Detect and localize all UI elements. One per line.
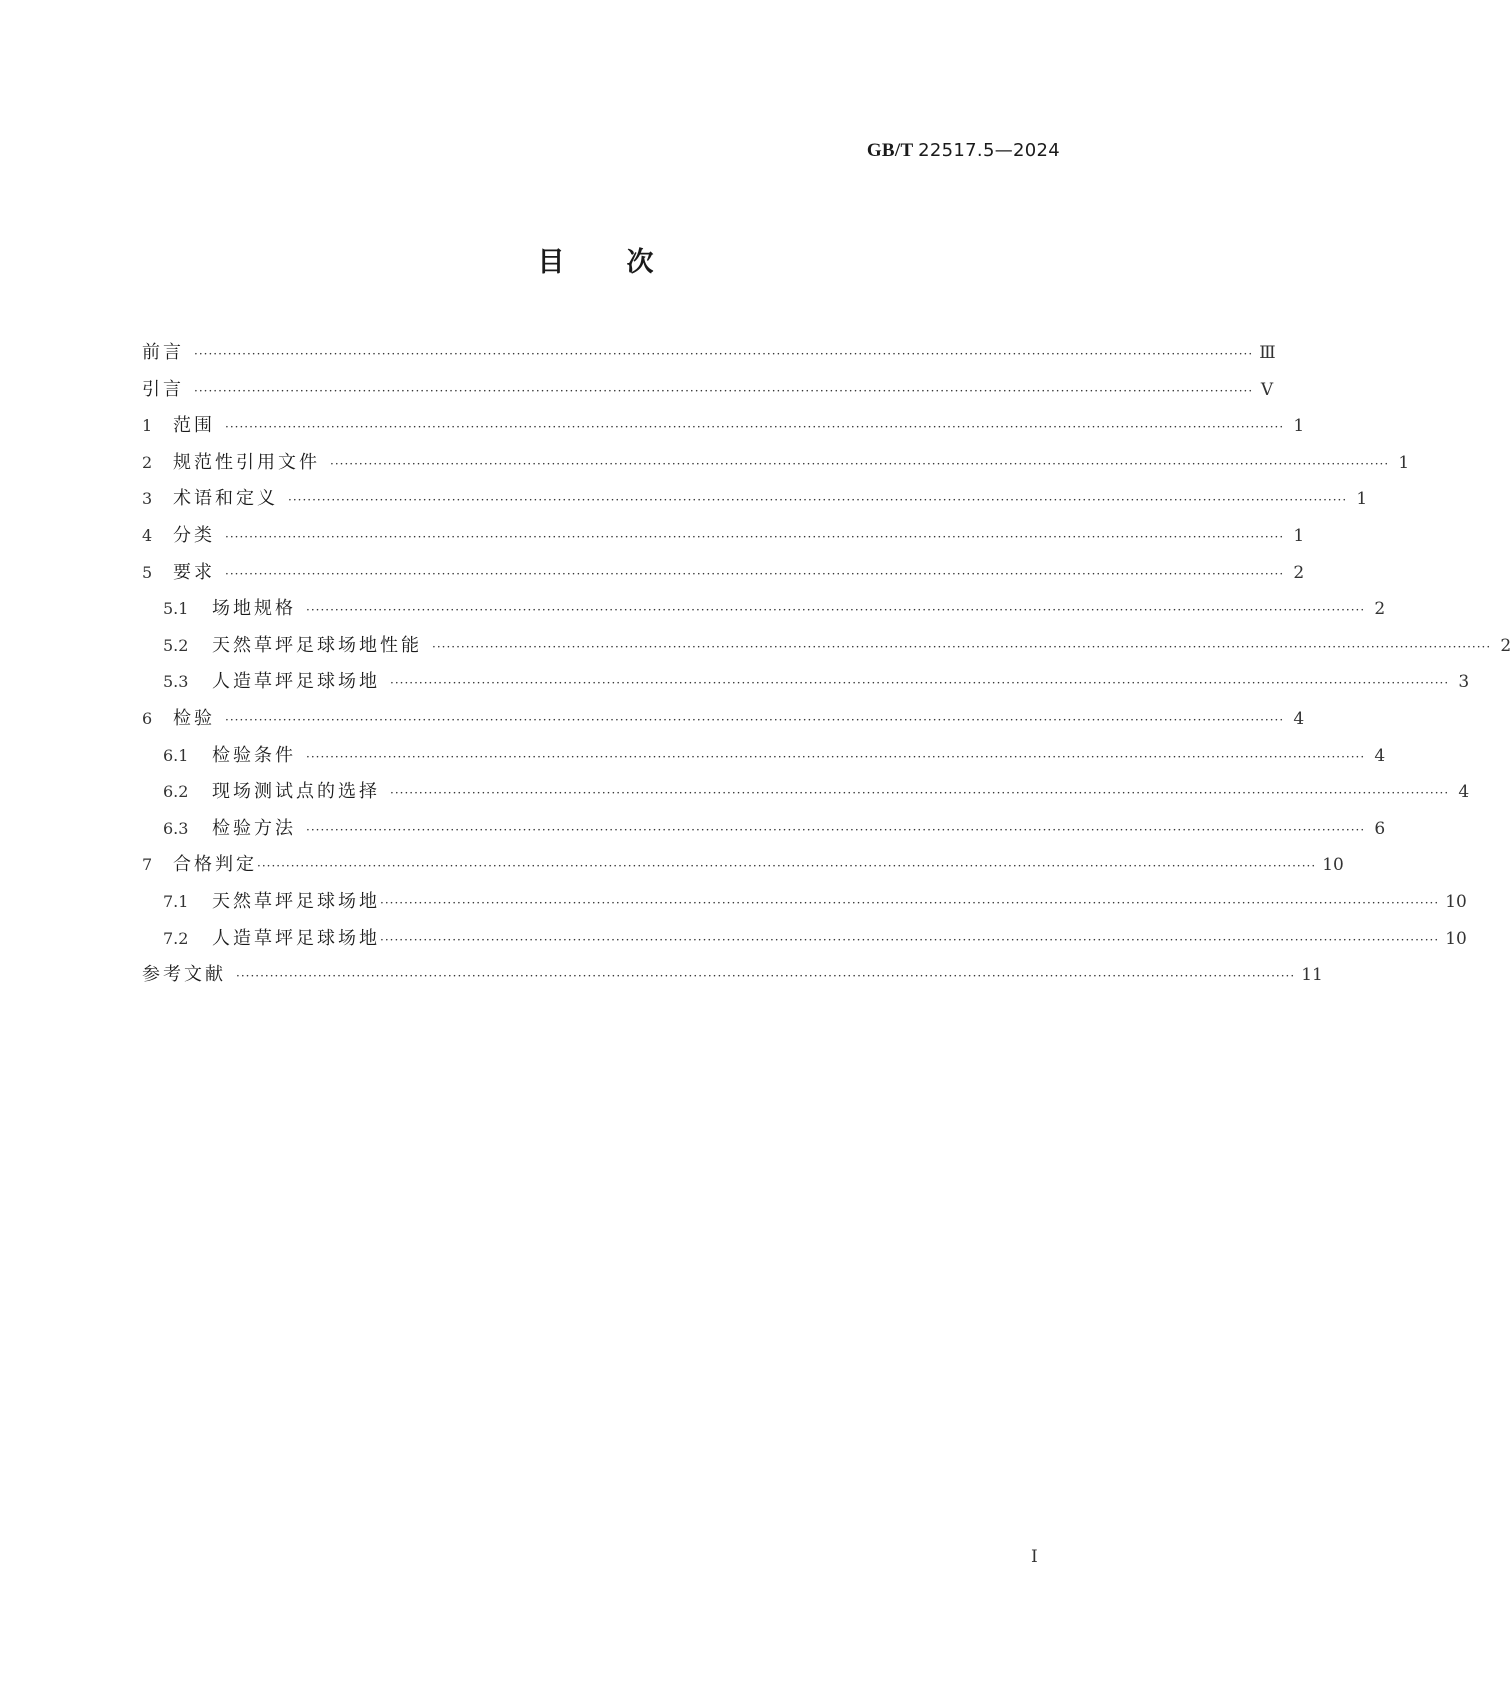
standard-prefix: GB/T <box>866 140 914 161</box>
toc-entry-number: 7.1 <box>163 891 189 911</box>
toc-leader-dots: ···························································································································································································································· <box>225 566 1285 581</box>
toc-leader-dots: ···························································································································································································································· <box>390 786 1450 801</box>
toc-entry[interactable] <box>142 375 1274 412</box>
toc-leader-dots: ···························································································································································································································· <box>330 456 1390 471</box>
toc-entry-label: 前言 <box>142 342 184 363</box>
toc-leader-dots: ···························································································································································································································· <box>306 822 1366 837</box>
toc-entry-number: 5.3 <box>163 672 189 692</box>
toc-entry-heading <box>163 667 380 693</box>
toc-leader-dots: ···························································································································································································································· <box>288 493 1348 508</box>
toc-entry-label: 合格判定 <box>173 854 257 876</box>
toc-entry-label: 现场测试点的选择 <box>212 781 380 803</box>
toc-leader-dots: ···························································································································································································································· <box>380 895 1440 910</box>
toc-entry[interactable] <box>142 338 1276 375</box>
toc-entry-page: 11 <box>1301 965 1323 986</box>
toc-entry[interactable] <box>142 960 1323 997</box>
toc-entry-page: 2 <box>1374 599 1386 620</box>
toc-entry-number: 6 <box>142 708 153 728</box>
toc-entry-page: Ⅲ <box>1259 343 1276 363</box>
toc-entry-page: 1 <box>1356 489 1368 510</box>
toc-entry-heading <box>163 924 380 950</box>
toc-entry-number: 7.2 <box>163 928 189 948</box>
toc-entry-page: 1 <box>1398 452 1410 473</box>
toc-entry-page: 2 <box>1293 562 1305 583</box>
toc-entry-label: 人造草坪足球场地 <box>212 671 380 693</box>
toc-entry-number: 2 <box>142 452 153 472</box>
toc-entry[interactable] <box>142 667 1470 704</box>
toc-entry[interactable] <box>142 777 1470 814</box>
toc-entry-number: 3 <box>142 489 153 509</box>
table-of-contents <box>142 338 1511 997</box>
toc-entry-number: 5 <box>142 562 153 582</box>
toc-entry-number: 1 <box>142 416 153 436</box>
toc-entry-label: 参考文献 <box>142 964 226 986</box>
toc-entry-label: 人造草坪足球场地 <box>212 927 380 949</box>
toc-entry-heading <box>142 375 184 401</box>
toc-entry-heading <box>142 448 320 474</box>
toc-entry-page: Ⅴ <box>1260 379 1274 400</box>
toc-entry-label: 检验方法 <box>212 817 296 839</box>
toc-leader-dots: ···························································································································································································································· <box>194 383 1254 398</box>
toc-entry[interactable] <box>142 594 1386 631</box>
toc-leader-dots: ···························································································································································································································· <box>225 712 1285 727</box>
toc-entry-label: 术语和定义 <box>173 488 278 510</box>
standard-number: 22517.5—2024 <box>918 140 1060 161</box>
toc-entry-heading <box>142 558 215 584</box>
toc-entry-label: 范围 <box>173 415 215 437</box>
toc-leader-dots: ···························································································································································································································· <box>225 529 1285 544</box>
toc-entry[interactable] <box>142 850 1344 887</box>
toc-leader-dots: ···························································································································································································································· <box>236 969 1296 984</box>
toc-leader-dots: ···························································································································································································································· <box>380 932 1440 947</box>
toc-entry-heading <box>142 338 184 364</box>
standard-code <box>867 140 1060 162</box>
toc-entry-heading <box>142 484 278 510</box>
toc-entry-label: 天然草坪足球场地性能 <box>212 634 422 656</box>
toc-entry-page: 1 <box>1293 416 1305 437</box>
toc-entry-heading <box>142 411 215 437</box>
toc-entry[interactable] <box>142 558 1305 595</box>
toc-leader-dots: ···························································································································································································································· <box>432 639 1492 654</box>
toc-entry-page: 10 <box>1445 891 1467 912</box>
toc-entry-label: 检验条件 <box>212 744 296 766</box>
toc-entry-page: 10 <box>1445 928 1467 949</box>
toc-leader-dots: ···························································································································································································································· <box>306 749 1366 764</box>
toc-entry[interactable] <box>142 887 1467 924</box>
page-number: I <box>1031 1547 1038 1567</box>
toc-entry-heading <box>163 631 422 657</box>
toc-entry-page: 6 <box>1374 818 1386 839</box>
toc-entry-heading <box>142 704 215 730</box>
toc-title: 目次 <box>537 247 716 278</box>
toc-entry-page: 4 <box>1374 745 1386 766</box>
toc-entry-page: 10 <box>1322 855 1344 876</box>
toc-entry-number: 5.1 <box>163 599 189 619</box>
toc-entry-label: 分类 <box>173 524 215 546</box>
toc-entry-page: 2 <box>1500 635 1511 656</box>
toc-entry-heading <box>163 741 296 767</box>
toc-entry[interactable] <box>142 484 1368 521</box>
toc-entry-page: 4 <box>1458 782 1470 803</box>
toc-entry[interactable] <box>142 924 1467 961</box>
toc-leader-dots: ···························································································································································································································· <box>194 347 1254 361</box>
toc-entry-number: 6.2 <box>163 782 189 802</box>
toc-entry-heading <box>142 521 215 547</box>
toc-entry-label: 天然草坪足球场地 <box>212 890 380 912</box>
toc-entry-label: 规范性引用文件 <box>173 451 320 473</box>
toc-entry-label: 要求 <box>173 561 215 583</box>
toc-entry[interactable] <box>142 448 1410 485</box>
toc-entry-heading <box>142 850 257 876</box>
toc-entry[interactable] <box>142 814 1386 851</box>
toc-leader-dots: ···························································································································································································································· <box>306 603 1366 618</box>
toc-entry-number: 4 <box>142 525 153 545</box>
toc-entry[interactable] <box>142 631 1511 668</box>
toc-entry[interactable] <box>142 521 1305 558</box>
toc-entry-page: 4 <box>1293 708 1305 729</box>
toc-entry-number: 6.3 <box>163 818 189 838</box>
toc-leader-dots: ···························································································································································································································· <box>257 859 1317 874</box>
toc-entry-label: 场地规格 <box>212 598 296 620</box>
toc-entry-page: 1 <box>1293 525 1305 546</box>
toc-entry-heading <box>163 777 380 803</box>
toc-entry-label: 检验 <box>173 707 215 729</box>
toc-entry-number: 7 <box>142 855 153 875</box>
toc-entry-heading <box>163 814 296 840</box>
toc-entry-heading <box>163 594 296 620</box>
toc-entry-heading <box>142 960 226 986</box>
toc-entry-heading <box>163 887 380 913</box>
toc-entry[interactable] <box>142 741 1386 778</box>
toc-entry-number: 5.2 <box>163 635 189 655</box>
toc-leader-dots: ···························································································································································································································· <box>390 676 1450 691</box>
toc-entry-number: 6.1 <box>163 745 189 765</box>
toc-entry-page: 3 <box>1458 672 1470 693</box>
toc-entry[interactable] <box>142 704 1305 741</box>
toc-entry[interactable] <box>142 411 1305 448</box>
toc-entry-label: 引言 <box>142 378 184 400</box>
toc-leader-dots: ···························································································································································································································· <box>225 420 1285 435</box>
